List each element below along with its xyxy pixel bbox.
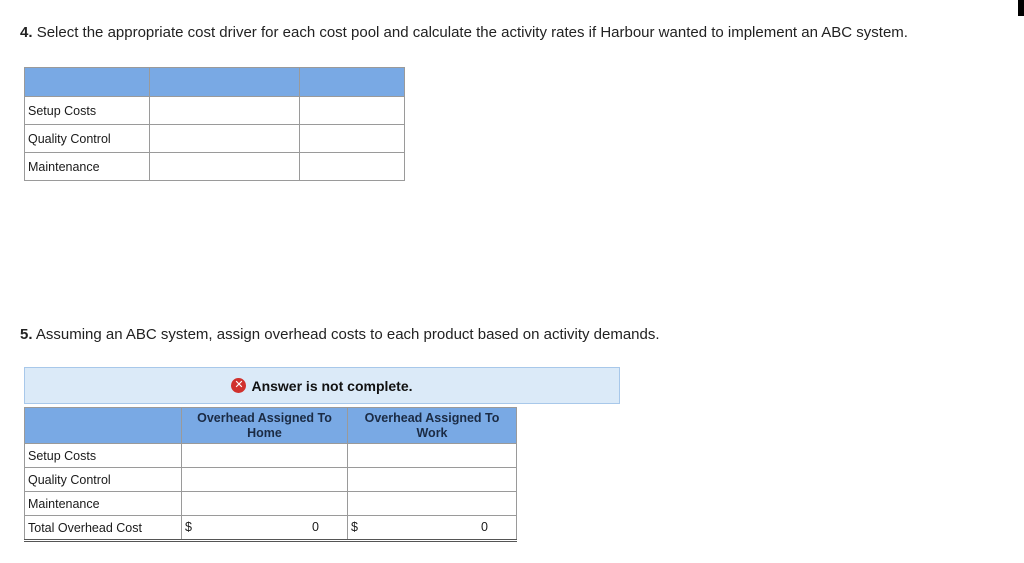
header-cell-empty <box>25 408 182 444</box>
table-header-row <box>25 408 517 444</box>
driver-input-quality[interactable] <box>150 125 300 153</box>
table-header-row <box>25 68 405 97</box>
question-5-prompt: Assuming an ABC system, assign overhead costs to each product based on activity demands. <box>35 326 660 343</box>
header-overhead-home: Overhead Assigned To Home <box>182 408 348 444</box>
row-label-setup: Setup Costs <box>25 444 182 468</box>
work-input-quality[interactable] <box>348 468 517 492</box>
home-input-setup[interactable] <box>182 444 348 468</box>
total-work-amount: 0 <box>481 520 488 534</box>
work-input-maintenance[interactable] <box>348 492 517 516</box>
header-overhead-work: Overhead Assigned To Work <box>348 408 517 444</box>
table-row <box>25 468 517 492</box>
cost-driver-table <box>24 67 405 181</box>
error-x-icon: ✕ <box>231 378 246 393</box>
total-home-value <box>182 516 348 541</box>
home-input-quality[interactable] <box>182 468 348 492</box>
answer-status-text: Answer is not complete. <box>251 377 413 394</box>
row-label-total: Total Overhead Cost <box>25 516 182 541</box>
header-cell-empty <box>25 68 150 97</box>
question-5-number: 5. <box>20 326 33 343</box>
home-input-maintenance[interactable] <box>182 492 348 516</box>
answer-status-banner <box>24 367 620 404</box>
row-label-quality: Quality Control <box>25 468 182 492</box>
table-row <box>25 444 517 468</box>
question-5-text <box>20 326 660 343</box>
row-label-maintenance: Maintenance <box>25 492 182 516</box>
table-row <box>25 97 405 125</box>
edge-mark <box>1018 0 1024 16</box>
work-input-setup[interactable] <box>348 444 517 468</box>
row-label-setup: Setup Costs <box>25 97 150 125</box>
question-4-prompt: Select the appropriate cost driver for each cost pool and calculate the activity rates if Harbour wanted to implement an ABC system. <box>36 24 908 41</box>
row-label-quality: Quality Control <box>25 125 150 153</box>
rate-input-maintenance[interactable] <box>300 153 405 181</box>
total-work-value <box>348 516 517 541</box>
rate-input-setup[interactable] <box>300 97 405 125</box>
total-row <box>25 516 517 541</box>
row-label-maintenance: Maintenance <box>25 153 150 181</box>
overhead-assignment-table <box>24 407 517 542</box>
table-row <box>25 125 405 153</box>
rate-input-quality[interactable] <box>300 125 405 153</box>
currency-symbol: $ <box>351 520 358 534</box>
header-cell-activity-rate <box>300 68 405 97</box>
total-home-amount: 0 <box>312 520 319 534</box>
table-row <box>25 153 405 181</box>
currency-symbol: $ <box>185 520 192 534</box>
question-4-text <box>20 24 908 41</box>
question-4-number: 4. <box>20 24 33 41</box>
table-row <box>25 492 517 516</box>
header-cell-cost-driver <box>150 68 300 97</box>
driver-input-maintenance[interactable] <box>150 153 300 181</box>
driver-input-setup[interactable] <box>150 97 300 125</box>
